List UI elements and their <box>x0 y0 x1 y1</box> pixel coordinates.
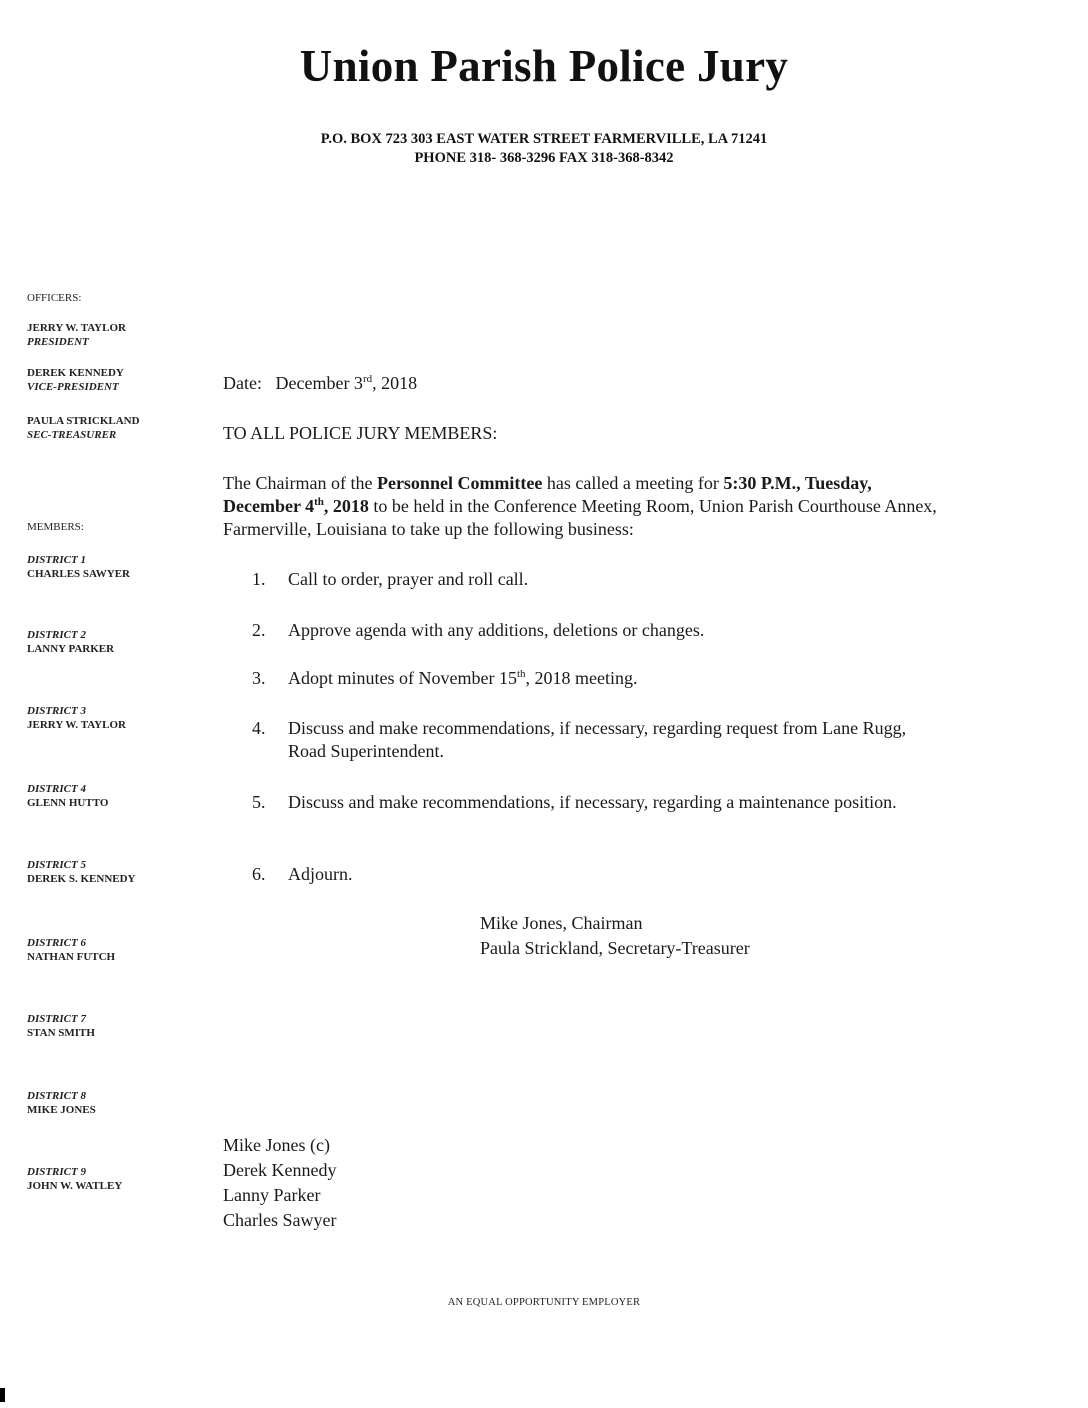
member-district-2: DISTRICT 2 LANNY PARKER <box>27 629 115 655</box>
scan-edge-mark <box>0 1388 5 1402</box>
footer-eoe: AN EQUAL OPPORTUNITY EMPLOYER <box>447 1297 641 1308</box>
member-district-5: DISTRICT 5 DEREK S. KENNEDY <box>27 859 136 885</box>
officer-sec-treasurer: PAULA STRICKLAND SEC-TREASURER <box>27 415 140 441</box>
agenda-item-4: 4. Discuss and make recommendations, if necessary, regarding request from Lane Rugg, Road Superintendent. <box>252 718 907 761</box>
committee-name: Personnel Committee <box>376 473 543 493</box>
member-district-8: DISTRICT 8 MIKE JONES <box>27 1090 96 1116</box>
agenda-item-6: 6. Adjourn. <box>252 864 353 884</box>
meeting-notice-paragraph: The Chairman of the Personnel Committee has called a meeting for 5:30 P.M., Tuesday, December 4th, 2018 to be held in the Conference Meeting Room, Union Parish Courthouse Annex, Farmerville, Louisiana to take up the following business: <box>223 473 937 539</box>
letter-date: Date: December 3rd, 2018 <box>223 373 418 393</box>
agenda-item-2: 2. Approve agenda with any additions, deletions or changes. <box>252 620 705 640</box>
officer-vice-president: DEREK KENNEDY VICE-PRESIDENT <box>27 367 124 393</box>
member-district-1: DISTRICT 1 CHARLES SAWYER <box>27 554 130 580</box>
letterhead-phone-fax: PHONE 318- 368-3296 FAX 318-368-8342 <box>414 150 674 166</box>
committee-member: Derek Kennedy <box>223 1160 337 1180</box>
committee-member: Mike Jones (c) <box>223 1135 330 1155</box>
officers-header: OFFICERS: <box>27 292 82 304</box>
committee-member: Lanny Parker <box>223 1185 321 1205</box>
member-district-6: DISTRICT 6 NATHAN FUTCH <box>27 937 116 963</box>
member-district-9: DISTRICT 9 JOHN W. WATLEY <box>27 1166 123 1192</box>
member-district-3: DISTRICT 3 JERRY W. TAYLOR <box>27 705 126 731</box>
member-district-4: DISTRICT 4 GLENN HUTTO <box>27 783 109 809</box>
letterhead-address: P.O. BOX 723 303 EAST WATER STREET FARMERVILLE, LA 71241 <box>320 131 768 147</box>
committee-member: Charles Sawyer <box>223 1210 337 1230</box>
salutation: TO ALL POLICE JURY MEMBERS: <box>223 423 498 443</box>
committee-member-list <box>223 1133 336 1233</box>
letterhead-title: Union Parish Police Jury <box>299 41 789 91</box>
agenda-item-5: 5. Discuss and make recommendations, if necessary, regarding a maintenance position. <box>252 792 897 812</box>
signature-chairman: Mike Jones, Chairman <box>480 913 643 933</box>
members-header: MEMBERS: <box>27 521 84 533</box>
agenda-item-3: 3. Adopt minutes of November 15th, 2018 meeting. <box>252 668 638 688</box>
officer-president: JERRY W. TAYLOR PRESIDENT <box>27 322 126 348</box>
member-district-7: DISTRICT 7 STAN SMITH <box>27 1013 95 1039</box>
signature-secretary: Paula Strickland, Secretary-Treasurer <box>480 938 750 958</box>
meeting-time-date: 5:30 P.M., Tuesday, December 4th, 2018 <box>223 473 872 516</box>
agenda-item-1: 1. Call to order, prayer and roll call. <box>252 569 529 589</box>
